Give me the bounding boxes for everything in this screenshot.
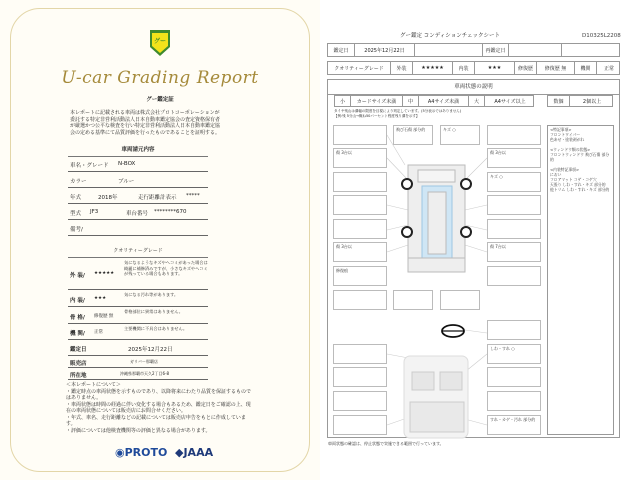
damage-box-r1 xyxy=(487,125,541,145)
grade-description: 主要機関に不具合はありません。 xyxy=(124,326,188,331)
damage-box-b1 xyxy=(393,290,433,310)
remark-line: 他トリム しわ・すれ・キズ 部分的 xyxy=(550,187,610,192)
grade-label: 内 装/ xyxy=(70,298,85,304)
remark-line: 天張り しわ・すれ・キズ 部分的 xyxy=(550,182,606,187)
legend-cell: A4サイズ未満 xyxy=(419,96,469,106)
grade-label: 機 関/ xyxy=(70,331,85,337)
date-cell: 2025年12月22日 xyxy=(355,44,415,56)
damage-box-i4 xyxy=(487,391,541,411)
mileage-label: 走行距離計表示 xyxy=(138,195,177,201)
damage-box-top2: キズ ○ xyxy=(440,125,480,145)
engine-label-cell: 機関 xyxy=(575,62,597,74)
int-label-cell: 内装 xyxy=(453,62,475,74)
about-item: ・評価については他検査機関等の評価と異なる場合があります。 xyxy=(66,427,211,434)
repair-label-cell: 修復歴 xyxy=(515,62,537,74)
legend-cell: 数個 xyxy=(548,96,570,106)
damage-box-top1: 飛び石傷 部分的 xyxy=(393,125,433,145)
section-title: 車両状態の説明 xyxy=(327,84,620,95)
grade-value: 修復歴 無 xyxy=(94,314,114,319)
legend-cell: 2個以上 xyxy=(582,98,602,105)
grade-row xyxy=(68,290,208,307)
damage-box-i2: しわ・すれ ○ xyxy=(487,344,541,364)
svg-text:グー: グー xyxy=(153,38,167,45)
legend-cell: 中 xyxy=(403,96,419,106)
damage-box-l3 xyxy=(333,172,387,192)
remark-line: <内装特記事項> xyxy=(550,167,580,172)
damage-box-b2 xyxy=(440,290,480,310)
chassis-label: 車台番号 xyxy=(126,211,149,217)
damage-box-r4 xyxy=(487,195,541,215)
color-label: カラー xyxy=(70,179,87,185)
goo-kantei-logo xyxy=(148,28,172,58)
dealer-value: ガリバー那覇店 xyxy=(130,359,158,364)
location-value: 沖縄県那覇市天久2丁目6-8 xyxy=(120,371,170,376)
remark-line: フロアマット コゲ・コゲ穴 xyxy=(550,177,597,182)
grade-value: ★★★ xyxy=(94,296,107,301)
damage-box-l1 xyxy=(333,125,387,145)
doc-id: D10325L2208 xyxy=(582,33,621,39)
model-value: JF3 xyxy=(90,209,99,215)
quality-heading: クオリティーグレード xyxy=(113,248,163,254)
name-label: 車名・グレード xyxy=(70,163,109,169)
remark-line: フロントワイパー xyxy=(550,132,581,137)
damage-box-i3 xyxy=(487,367,541,387)
engine-cell: 正常 xyxy=(603,65,614,72)
color-value: ブルー xyxy=(118,179,135,185)
dealer-label: 販売店 xyxy=(70,361,87,367)
date-label: 鑑定日 xyxy=(70,347,87,353)
grade-row xyxy=(68,324,208,340)
re-date-label-cell: 再鑑定日 xyxy=(483,44,509,56)
name-value: N-BOX xyxy=(118,161,136,167)
damage-box-i5: すれ・カゲ・汚れ 部分的 xyxy=(487,415,541,435)
footer-note: 車両状態の確認は、停止状態で実施できる範囲で行っています。 xyxy=(328,441,444,446)
year-label: 年式 xyxy=(70,195,82,201)
proto-logo: ◉PROTO xyxy=(115,446,168,459)
damage-box-il2 xyxy=(333,367,387,387)
damage-box-l4 xyxy=(333,195,387,215)
model-label: 型式 xyxy=(70,211,82,217)
repair-cell: 修復歴 無 xyxy=(537,62,575,74)
location-label: 所在地 xyxy=(70,373,87,379)
grade-description: 骨格部位に異常はありません。 xyxy=(124,309,183,314)
damage-box-l8 xyxy=(333,290,387,310)
row-color xyxy=(68,172,208,188)
grade-description: 気になる汚れ等があります。 xyxy=(124,292,179,297)
damage-box-r2: 傷 3台以 xyxy=(487,148,541,168)
about-section xyxy=(66,382,252,434)
int-cell: ★★★ xyxy=(475,62,515,74)
intro-text: 本レポートに記載される車両は株式会社プロトコーポレーションが委託する特定非営利活動法人日本自動車鑑定協会の査定資格保有者が厳選かつ公平な検査を行い特定非営利活動法人日本自動車鑑定協会の定める基準にて品質評価を行ったものであることを証明する。 xyxy=(70,110,221,136)
grade-label-cell: クオリティーグレード xyxy=(328,62,391,74)
row-year xyxy=(68,188,208,204)
damage-box-r3: キズ ○ xyxy=(487,172,541,192)
ext-cell: ★★★★★ xyxy=(413,62,453,74)
row-name xyxy=(68,156,208,172)
subtitle: グー鑑定証 xyxy=(146,97,174,103)
about-item: ・鑑定時点の車両状態を示すものであり、以降将来にわたり品質を保証するものではありません。 xyxy=(66,388,252,401)
damage-box-il3 xyxy=(333,391,387,411)
legend-cell: A4サイズ以上 xyxy=(494,98,526,105)
damage-box-i1 xyxy=(487,320,541,340)
year-value: 2018年 xyxy=(98,195,118,201)
damage-box-l5 xyxy=(333,219,387,239)
remark-line: 色あせ・塗装剥がれ xyxy=(550,137,585,142)
about-title: ＜本レポートについて＞ xyxy=(66,382,121,388)
row-date xyxy=(68,340,208,356)
vehicle-heading: 車両請元内容 xyxy=(121,147,155,153)
row-dealer xyxy=(68,356,208,368)
legend-note: タイヤ残山は溝幅の限度を目視により判定しています。(5分表示ではありません) 【例:残 5分山→概ね50パーセント程度残り溝を示す】 xyxy=(334,109,462,118)
grade-row xyxy=(68,307,208,324)
remark-line: におい xyxy=(550,172,562,177)
damage-box-r5 xyxy=(487,219,541,239)
remarks-box xyxy=(547,125,614,435)
sheet-title: グー鑑定 コンディションチェックシート xyxy=(400,33,501,39)
remark-line: フロントウィンドウ 飛び石傷 部分的 xyxy=(550,152,610,162)
legend-cell: 小 xyxy=(335,96,351,106)
row-location xyxy=(68,368,208,380)
damage-box-r7 xyxy=(487,266,541,286)
remark-line: <特記事項> xyxy=(550,127,572,132)
grade-label: 外 装/ xyxy=(70,273,85,279)
damage-box-l2: 傷 3台以 xyxy=(333,148,387,168)
legend-cell: カードサイズ未満 xyxy=(351,96,403,106)
script-title: U-car Grading Report xyxy=(61,68,259,88)
damage-box-l7: 修復痕 xyxy=(333,266,387,286)
legend-cell: 大 xyxy=(469,96,485,106)
mileage-value: ***** xyxy=(186,193,200,199)
damage-box-il1 xyxy=(333,344,387,364)
row-notes xyxy=(68,220,208,236)
damage-box-il4 xyxy=(333,415,387,435)
grade-label: 骨 格/ xyxy=(70,315,85,321)
about-item: ・車両状態は時間の経過に伴い変化する場合もあるため、鑑定日をご確認の上、現在の車両状態については販売店にお問合せください。 xyxy=(66,401,251,414)
jaaa-logo: ◆JAAA xyxy=(175,446,214,459)
date-label-cell: 鑑定日 xyxy=(328,44,355,56)
grade-description: 気になるようなキズやヘコミがあった場合は綺麗に補修済みですが、小さなキズやヘコミが残っている場合もあります。 xyxy=(124,260,208,276)
row-model xyxy=(68,204,208,220)
damage-box-l6: 傷 3台以 xyxy=(333,242,387,262)
grade-value: 正常 xyxy=(94,330,103,335)
grade-value: ★★★★★ xyxy=(94,271,115,276)
remark-line: <ウィンドウ類の状態> xyxy=(550,147,591,152)
grade-row xyxy=(68,258,208,290)
about-item: ・年式、車名、走行距離などの記載については販売店申告をもとに作成しています。 xyxy=(66,414,246,427)
chassis-value: ********670 xyxy=(154,209,187,215)
notes-label: 備考/ xyxy=(70,227,83,233)
steering-wheel-icon xyxy=(442,325,464,337)
date-value: 2025年12月22日 xyxy=(128,347,173,353)
damage-box-r6: 傷 7台以 xyxy=(487,242,541,262)
ext-label-cell: 外装 xyxy=(391,62,413,74)
